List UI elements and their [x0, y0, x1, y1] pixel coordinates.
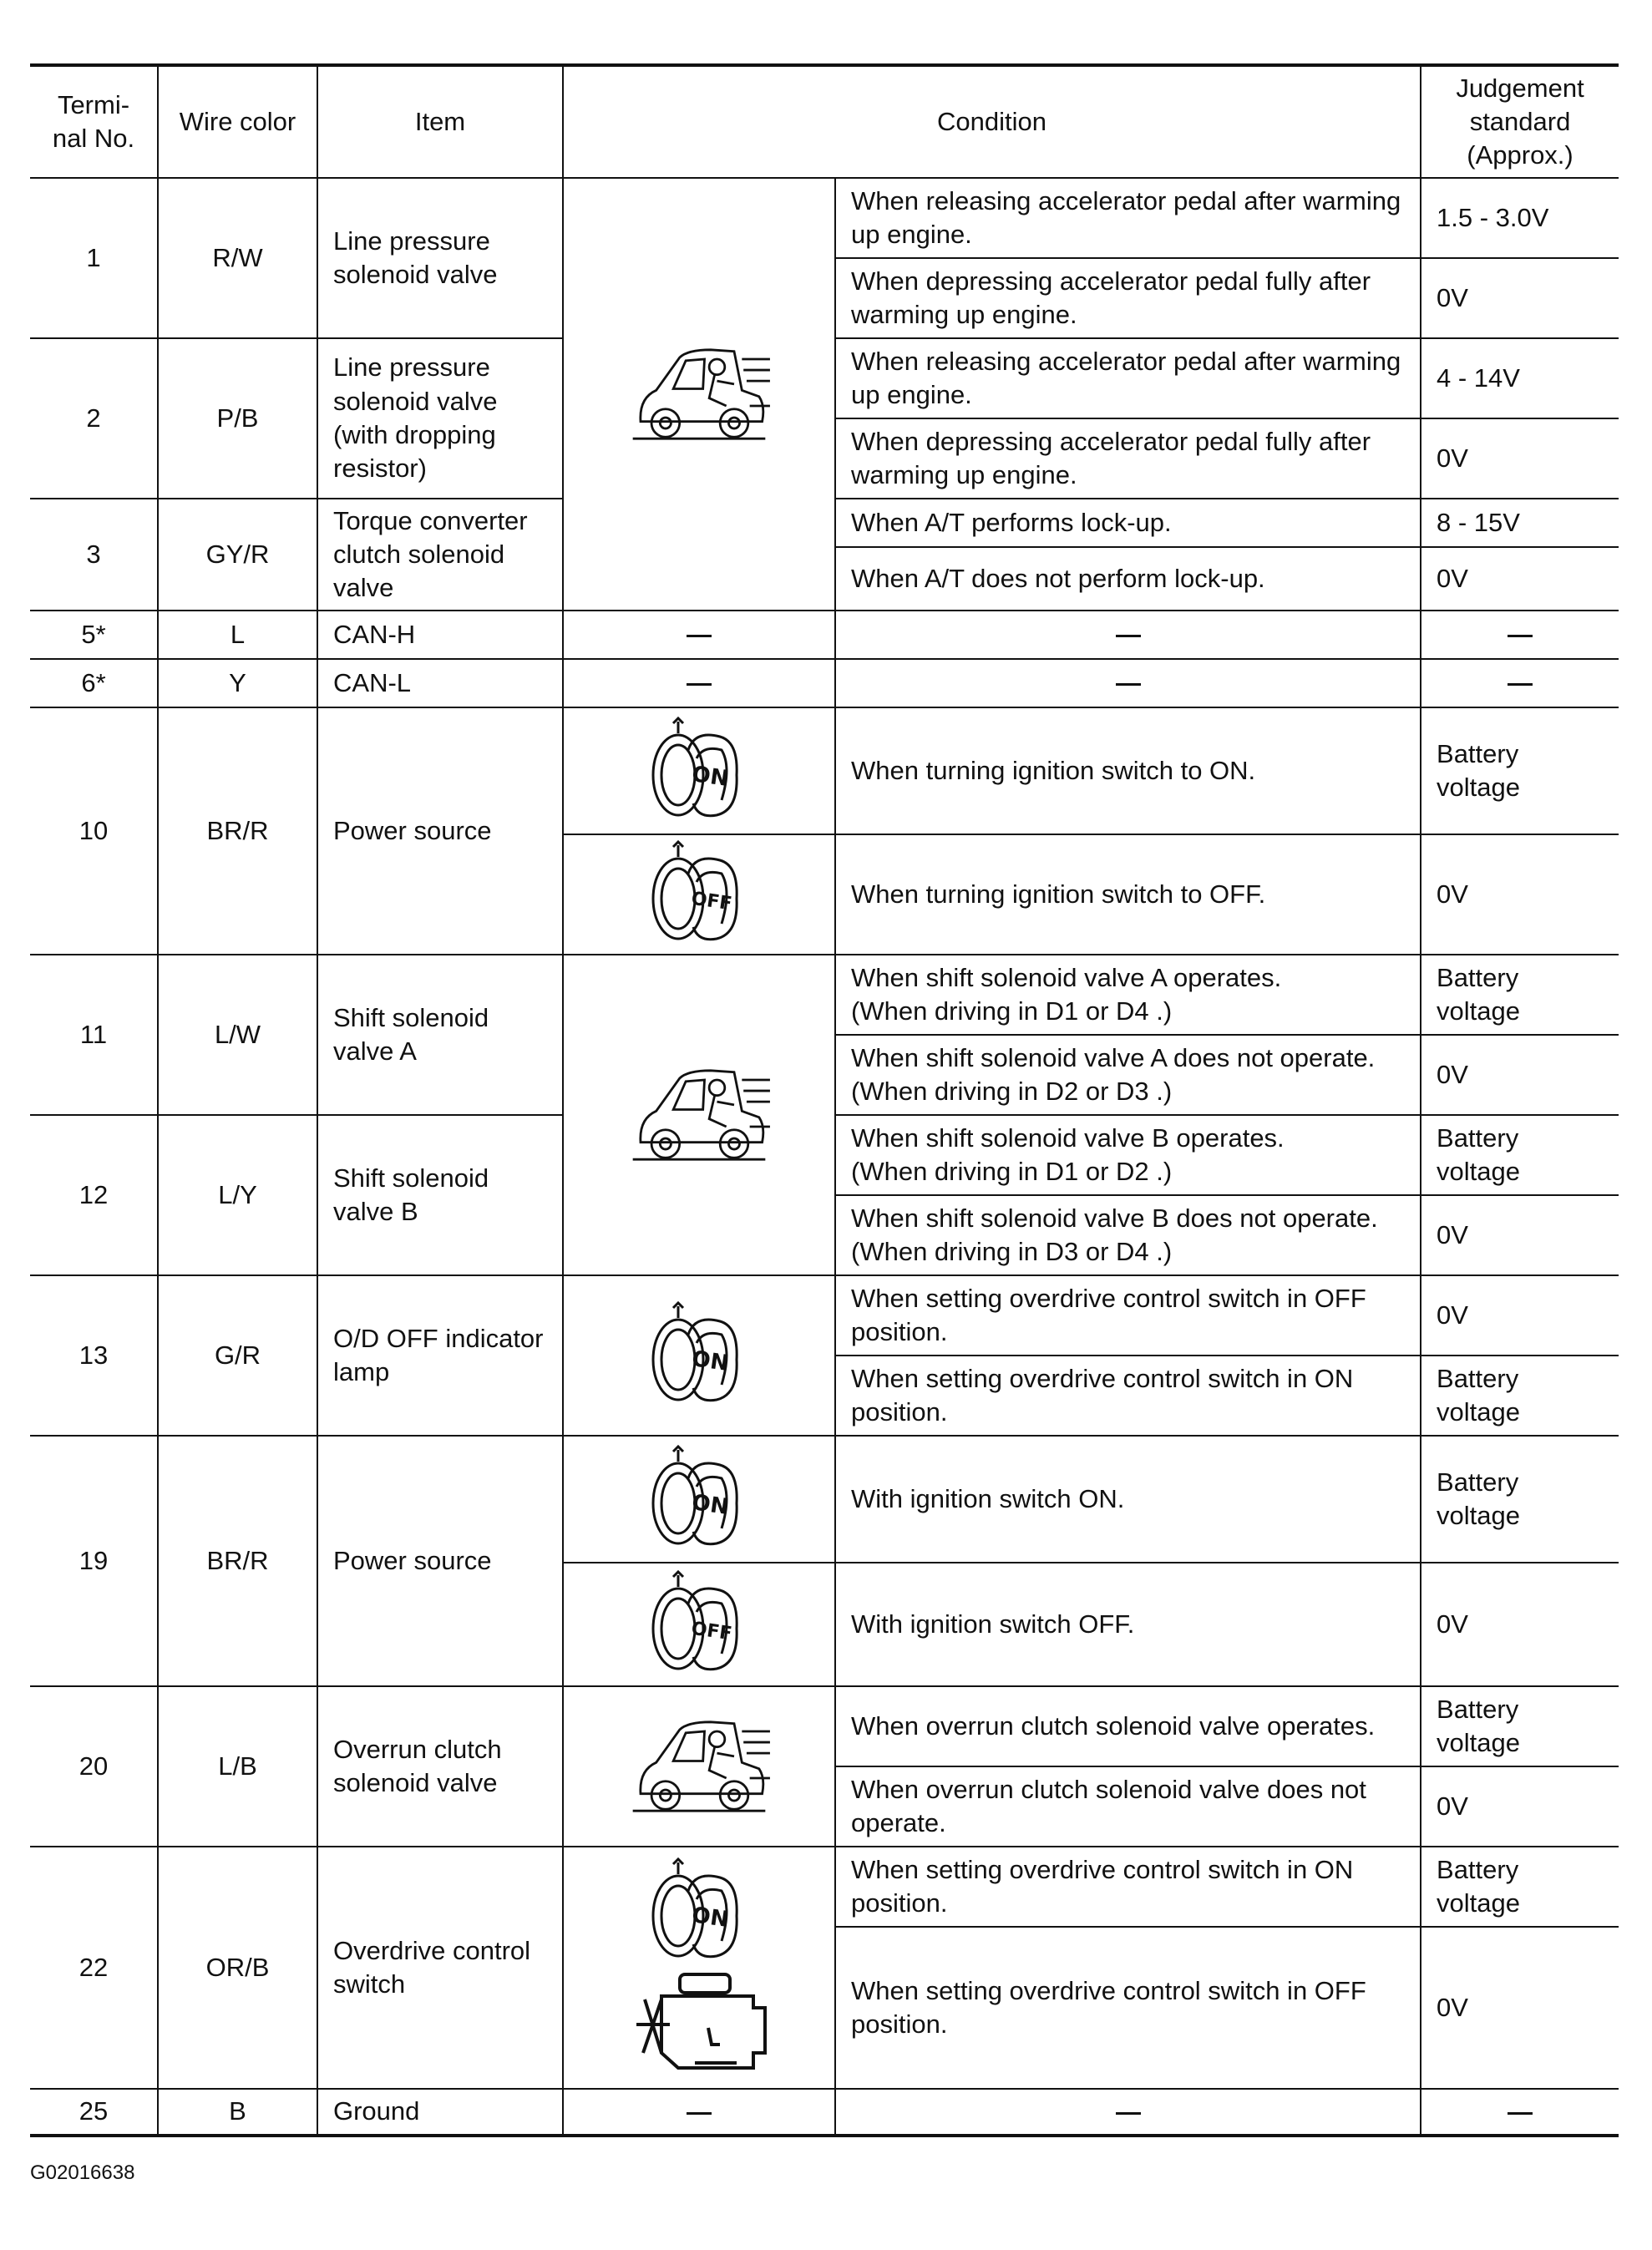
table-row: [30, 611, 1619, 659]
wire-color: Y: [158, 659, 317, 707]
wire-color: BR/R: [158, 1436, 317, 1686]
judgement-value: Battery voltage: [1421, 1686, 1619, 1766]
condition-text: When overrun clutch solenoid valve does not operate.: [835, 1766, 1421, 1847]
terminal-no: 5*: [30, 611, 158, 659]
item: Shift solenoid valve A: [317, 955, 563, 1115]
ignition-engine-icon: [563, 1847, 835, 2089]
condition-text: When releasing accelerator pedal after warming up engine.: [835, 338, 1421, 418]
wire-color: G/R: [158, 1275, 317, 1436]
judgement-value: 0V: [1421, 1766, 1619, 1847]
wire-color: R/W: [158, 178, 317, 338]
condition-text: When releasing accelerator pedal after warming up engine.: [835, 178, 1421, 258]
judgement-value: 0V: [1421, 1927, 1619, 2089]
wire-color: OR/B: [158, 1847, 317, 2089]
terminal-no: 19: [30, 1436, 158, 1686]
table-row: [30, 1436, 1619, 1563]
terminal-no: 11: [30, 955, 158, 1115]
dash-cell: [1421, 611, 1619, 659]
wire-color: L/B: [158, 1686, 317, 1847]
wire-color: L: [158, 611, 317, 659]
item: Power source: [317, 1436, 563, 1686]
condition-text: When setting overdrive control switch in OFF position.: [835, 1927, 1421, 2089]
condition-text: When shift solenoid valve A operates. (When driving in D1 or D4 .): [835, 955, 1421, 1035]
judgement-value: 0V: [1421, 1275, 1619, 1356]
condition-text: When A/T performs lock-up.: [835, 499, 1421, 547]
dash-cell: [1421, 2089, 1619, 2136]
header-row: [30, 65, 1619, 178]
terminal-no: 22: [30, 1847, 158, 2089]
item: Line pressure solenoid valve (with dropping resistor): [317, 338, 563, 499]
item: Shift solenoid valve B: [317, 1115, 563, 1275]
dash-cell: [563, 659, 835, 707]
judgement-value: 4 - 14V: [1421, 338, 1619, 418]
dash-cell: [835, 659, 1421, 707]
condition-text: When shift solenoid valve B does not operate. (When driving in D3 or D4 .): [835, 1195, 1421, 1275]
item: CAN-H: [317, 611, 563, 659]
table-row: [30, 1275, 1619, 1356]
figure-id: G02016638: [30, 2161, 135, 2184]
header-condition: Condition: [563, 65, 1421, 178]
wire-color: P/B: [158, 338, 317, 499]
terminal-no: 3: [30, 499, 158, 611]
item: O/D OFF indicator lamp: [317, 1275, 563, 1436]
judgement-value: 8 - 15V: [1421, 499, 1619, 547]
dash-cell: [835, 2089, 1421, 2136]
condition-text: With ignition switch OFF.: [835, 1563, 1421, 1686]
judgement-value: 0V: [1421, 1195, 1619, 1275]
header-judgement: Judgement standard (Approx.): [1421, 65, 1619, 178]
wire-color: L/Y: [158, 1115, 317, 1275]
header-item: Item: [317, 65, 563, 178]
condition-text: When setting overdrive control switch in ON position.: [835, 1847, 1421, 1927]
dash-cell: [563, 2089, 835, 2136]
header-wire-color: Wire color: [158, 65, 317, 178]
judgement-value: 0V: [1421, 418, 1619, 499]
judgement-value: 0V: [1421, 547, 1619, 611]
terminal-table: [30, 63, 1619, 2137]
wire-color: B: [158, 2089, 317, 2136]
dash-cell: [563, 611, 835, 659]
table-row: [30, 707, 1619, 834]
table-row: [30, 955, 1619, 1035]
judgement-value: Battery voltage: [1421, 1356, 1619, 1436]
condition-text: When overrun clutch solenoid valve operates.: [835, 1686, 1421, 1766]
ignition-off-icon: [563, 834, 835, 955]
table-row: [30, 659, 1619, 707]
condition-text: When shift solenoid valve A does not operate. (When driving in D2 or D3 .): [835, 1035, 1421, 1115]
dash-cell: [1421, 659, 1619, 707]
item: Overdrive control switch: [317, 1847, 563, 2089]
item: Line pressure solenoid valve: [317, 178, 563, 338]
terminal-no: 20: [30, 1686, 158, 1847]
condition-text: When setting overdrive control switch in ON position.: [835, 1356, 1421, 1436]
terminal-no: 25: [30, 2089, 158, 2136]
condition-text: When turning ignition switch to ON.: [835, 707, 1421, 834]
condition-text: When turning ignition switch to OFF.: [835, 834, 1421, 955]
wire-color: L/W: [158, 955, 317, 1115]
condition-text: With ignition switch ON.: [835, 1436, 1421, 1563]
terminal-no: 13: [30, 1275, 158, 1436]
judgement-value: Battery voltage: [1421, 707, 1619, 834]
item: CAN-L: [317, 659, 563, 707]
judgement-value: 0V: [1421, 258, 1619, 338]
judgement-value: 0V: [1421, 1563, 1619, 1686]
condition-text: When setting overdrive control switch in OFF position.: [835, 1275, 1421, 1356]
table-row: [30, 2089, 1619, 2136]
condition-text: When A/T does not perform lock-up.: [835, 547, 1421, 611]
judgement-value: Battery voltage: [1421, 1115, 1619, 1195]
condition-text: When depressing accelerator pedal fully after warming up engine.: [835, 258, 1421, 338]
ignition-on-icon: [563, 707, 835, 834]
condition-text: When shift solenoid valve B operates. (When driving in D1 or D2 .): [835, 1115, 1421, 1195]
table-row: [30, 178, 1619, 258]
judgement-value: Battery voltage: [1421, 955, 1619, 1035]
driving-car-icon: [563, 178, 835, 611]
item: Ground: [317, 2089, 563, 2136]
driving-car-icon: [563, 955, 835, 1275]
ignition-on-icon: [563, 1275, 835, 1436]
terminal-no: 1: [30, 178, 158, 338]
item: Torque converter clutch solenoid valve: [317, 499, 563, 611]
terminal-no: 6*: [30, 659, 158, 707]
terminal-no: 2: [30, 338, 158, 499]
table-row: [30, 1847, 1619, 1927]
judgement-value: Battery voltage: [1421, 1847, 1619, 1927]
terminal-no: 10: [30, 707, 158, 955]
ignition-on-icon: [563, 1436, 835, 1563]
judgement-value: 0V: [1421, 1035, 1619, 1115]
driving-car-icon: [563, 1686, 835, 1847]
header-terminal: Termi- nal No.: [30, 65, 158, 178]
item: Overrun clutch solenoid valve: [317, 1686, 563, 1847]
item: Power source: [317, 707, 563, 955]
wire-color: GY/R: [158, 499, 317, 611]
terminal-no: 12: [30, 1115, 158, 1275]
judgement-value: 1.5 - 3.0V: [1421, 178, 1619, 258]
judgement-value: 0V: [1421, 834, 1619, 955]
dash-cell: [835, 611, 1421, 659]
judgement-value: Battery voltage: [1421, 1436, 1619, 1563]
table-row: [30, 1686, 1619, 1766]
ignition-off-icon: [563, 1563, 835, 1686]
condition-text: When depressing accelerator pedal fully after warming up engine.: [835, 418, 1421, 499]
wire-color: BR/R: [158, 707, 317, 955]
